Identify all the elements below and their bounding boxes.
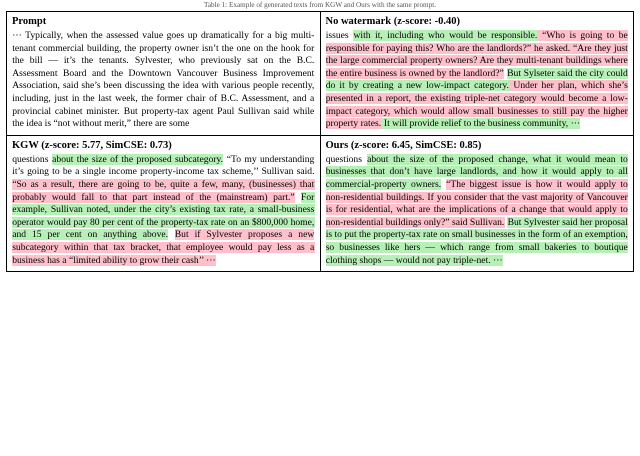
text-segment: “So as a result, there are going to be, quite a few, many, (businesses) that probably would fall to that part instead of the (mainstream) part.” (12, 178, 315, 203)
cell-prompt (7, 12, 321, 136)
cell-title-prompt: Prompt (12, 16, 47, 27)
cell-ours (320, 135, 634, 271)
text-segment: Under her plan, which she’s presented in a report, the existing triple-net category would become a low-impact category, which would allow small businesses to still pay the higher property rates. (325, 80, 628, 130)
text-segment: “Who is going to be responsible for paying this? Who are the landlords?” he asked. “Are they just the large commercial property owners? Are they multi-tenant buildings where the entire business is owned by the landlord?” (325, 30, 628, 79)
cell-kgw (7, 135, 321, 271)
text-segment: Sylvester, who previously sat on the B.C. Assessment Board and the Downtown Vancouver Business Improvement Association, said she’s been discussing the idea with various people recently, including, just in the last week, the former chair of B.C. Assessment, and a provincial cabinet minister. (12, 55, 315, 117)
text-segment: But Sylvester said her proposal is to put the property-tax rate on small businesses in the form of an exemption, so businesses like hers — which range from small bakeries to boutique clothing shops — would not pay triple-net. ··· (325, 216, 628, 266)
cell-no-watermark (320, 12, 634, 136)
text-segment: But property-tax agent Paul Sullivan said while the idea is “not without merit,” there are some (12, 105, 315, 130)
text-segment: about the size of the proposed change, what it would mean to businesses that don’t have large landlords, and how it would apply to all commercial-property owners. (325, 153, 628, 190)
cell-title-kgw: KGW (z-score: 5.77, SimCSE: 0.73) (12, 139, 172, 151)
cell-title-no-watermark: No watermark (z-score: -0.40) (325, 16, 461, 27)
text-segment: It will provide relief to the business community, ··· (381, 118, 581, 130)
cell-body-kgw (12, 154, 315, 267)
cell-body-prompt (12, 30, 315, 131)
text-segment: issues (325, 30, 354, 41)
cell-body-no-watermark (326, 30, 629, 131)
text-segment: questions (325, 153, 367, 165)
table-row (7, 12, 634, 136)
text-segment (295, 192, 301, 203)
cell-body-ours (326, 154, 629, 267)
text-segment: “The biggest issue is how it would apply to non-residential buildings. If you consider that the vast majority of Vancouver is for residential, what are the implications of a change that would apply to non-residential buildings only?” said Sullivan. (325, 178, 628, 228)
table-row (7, 135, 634, 271)
text-segment: “To my understanding it’s going to be a single income property-income tax scheme,’’ Sullivan said. (12, 153, 315, 178)
text-segment: But Sylseter said the city could do it by creating a new low-impact category. (325, 67, 628, 92)
table-caption: Table 1: Example of generated texts from KGW and Ours with the same prompt. (203, 1, 437, 9)
text-segment: But if Sylvester proposes a new subcategory within that tax bracket, that employee would pay less as a business has a “limited ability to grow their cash’’ ··· (12, 229, 315, 266)
text-segment: about the size of the proposed subcategory. (52, 153, 224, 165)
text-segment: ··· Typically, when the assessed value goes up dramatically for a big multi-tenant commercial building, the property owner isn’t the one on the hook for the bill — it’s the tenants. (12, 30, 315, 67)
text-segment: For example, Sullivan noted, under the city’s existing tax rate, a small-business operator would pay 80 per cent of the property-tax rate on an $800,000 home, and 15 per cent on anything above. (12, 191, 315, 241)
text-segment (168, 229, 174, 240)
text-segment: with it, including who would be responsible. (353, 30, 538, 41)
cell-title-ours: Ours (z-score: 6.45, SimCSE: 0.85) (325, 139, 482, 151)
text-segment: questions (12, 153, 52, 165)
examples-table (6, 11, 634, 272)
